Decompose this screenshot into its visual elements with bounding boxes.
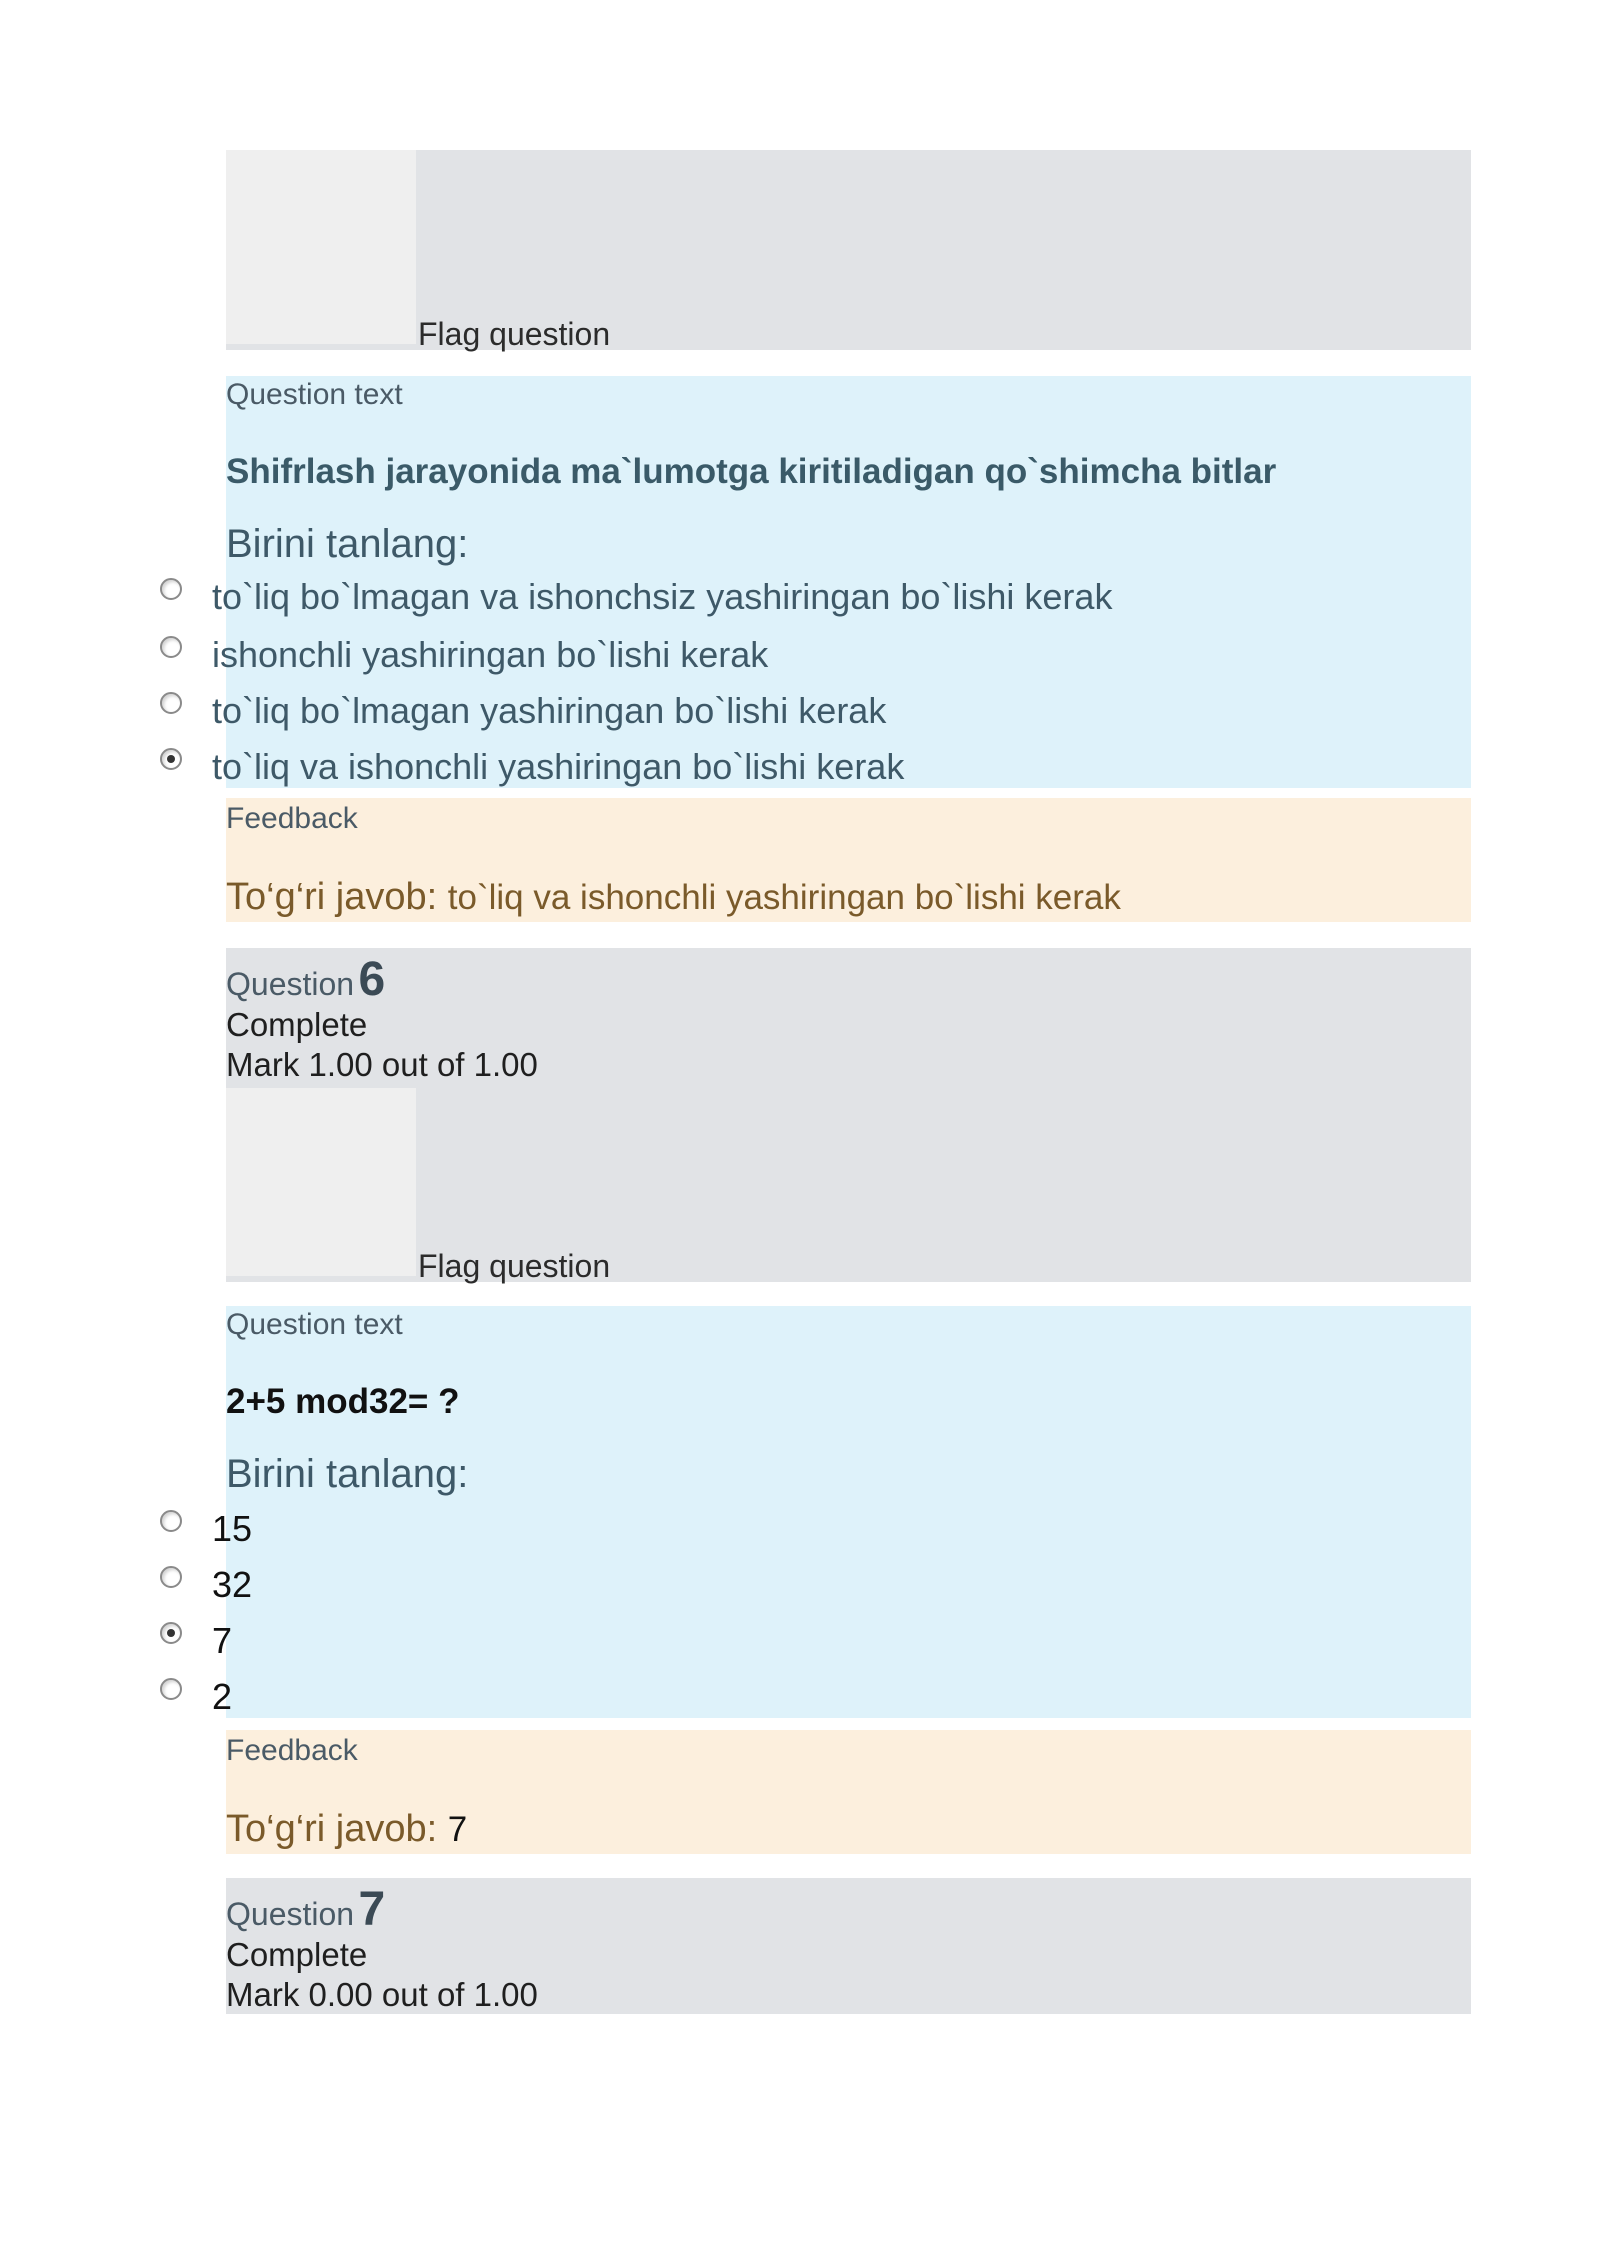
- question-state: Complete: [226, 1936, 368, 1973]
- prompt-label: Birini tanlang:: [226, 1452, 469, 1496]
- option-row[interactable]: [160, 572, 1471, 622]
- option-row[interactable]: [160, 1616, 1471, 1666]
- q6-info-panel: [226, 948, 1471, 1282]
- flag-question-link[interactable]: Flag question: [418, 1248, 611, 1284]
- question-label: Question: [226, 1896, 355, 1932]
- option-label: 7: [212, 1620, 233, 1661]
- radio-button[interactable]: [160, 1566, 182, 1588]
- option-row[interactable]: [160, 1560, 1471, 1610]
- question-text-label: Question text: [226, 378, 403, 411]
- radio-button[interactable]: [160, 1678, 182, 1700]
- question-mark: Mark 0.00 out of 1.00: [226, 1976, 538, 2013]
- correct-answer-prefix: To‘g‘ri javob:: [226, 1808, 438, 1850]
- radio-button[interactable]: [160, 1510, 182, 1532]
- flag-question-link[interactable]: Flag question: [418, 316, 611, 352]
- flag-icon[interactable]: [226, 150, 416, 344]
- option-row[interactable]: [160, 742, 1471, 792]
- question-label: Question: [226, 966, 355, 1002]
- option-label: to`liq bo`lmagan va ishonchsiz yashiringan bo`lishi kerak: [212, 576, 1113, 617]
- correct-answer: [226, 878, 1121, 916]
- question-mark: Mark 1.00 out of 1.00: [226, 1046, 538, 1083]
- question-text-label: Question text: [226, 1308, 403, 1341]
- radio-button-selected[interactable]: [160, 748, 182, 770]
- prompt-label: Birini tanlang:: [226, 522, 469, 566]
- radio-button[interactable]: [160, 692, 182, 714]
- option-label: 32: [212, 1564, 253, 1605]
- correct-answer-prefix: To‘g‘ri javob:: [226, 876, 438, 918]
- q6-feedback-panel: [226, 1730, 1471, 1854]
- q5-info-panel: [226, 150, 1471, 350]
- question-number-value: 6: [358, 953, 386, 1006]
- question-state: Complete: [226, 1006, 368, 1043]
- radio-button-selected[interactable]: [160, 1622, 182, 1644]
- question-number: [226, 953, 386, 1006]
- feedback-label: Feedback: [226, 802, 358, 835]
- question-title: 2+5 mod32= ?: [226, 1382, 460, 1421]
- radio-button[interactable]: [160, 578, 182, 600]
- radio-button[interactable]: [160, 636, 182, 658]
- option-row[interactable]: [160, 1504, 1471, 1554]
- question-title: Shifrlash jarayonida ma`lumotga kiritiladigan qo`shimcha bitlar: [226, 452, 1277, 491]
- option-row[interactable]: [160, 1672, 1471, 1722]
- option-label: 2: [212, 1676, 233, 1717]
- option-label: 15: [212, 1508, 253, 1549]
- option-label: to`liq va ishonchli yashiringan bo`lishi kerak: [212, 746, 905, 787]
- correct-answer: [226, 1810, 467, 1848]
- option-row[interactable]: [160, 686, 1471, 736]
- q5-feedback-panel: [226, 798, 1471, 922]
- correct-answer-value: to`liq va ishonchli yashiringan bo`lishi kerak: [447, 878, 1121, 917]
- question-number-value: 7: [358, 1883, 386, 1936]
- question-number: [226, 1883, 386, 1936]
- option-label: to`liq bo`lmagan yashiringan bo`lishi kerak: [212, 690, 887, 731]
- option-row[interactable]: [160, 630, 1471, 680]
- flag-icon[interactable]: [226, 1088, 416, 1276]
- correct-answer-value: 7: [447, 1810, 468, 1849]
- feedback-label: Feedback: [226, 1734, 358, 1767]
- q7-info-panel: [226, 1878, 1471, 2014]
- option-label: ishonchli yashiringan bo`lishi kerak: [212, 634, 769, 675]
